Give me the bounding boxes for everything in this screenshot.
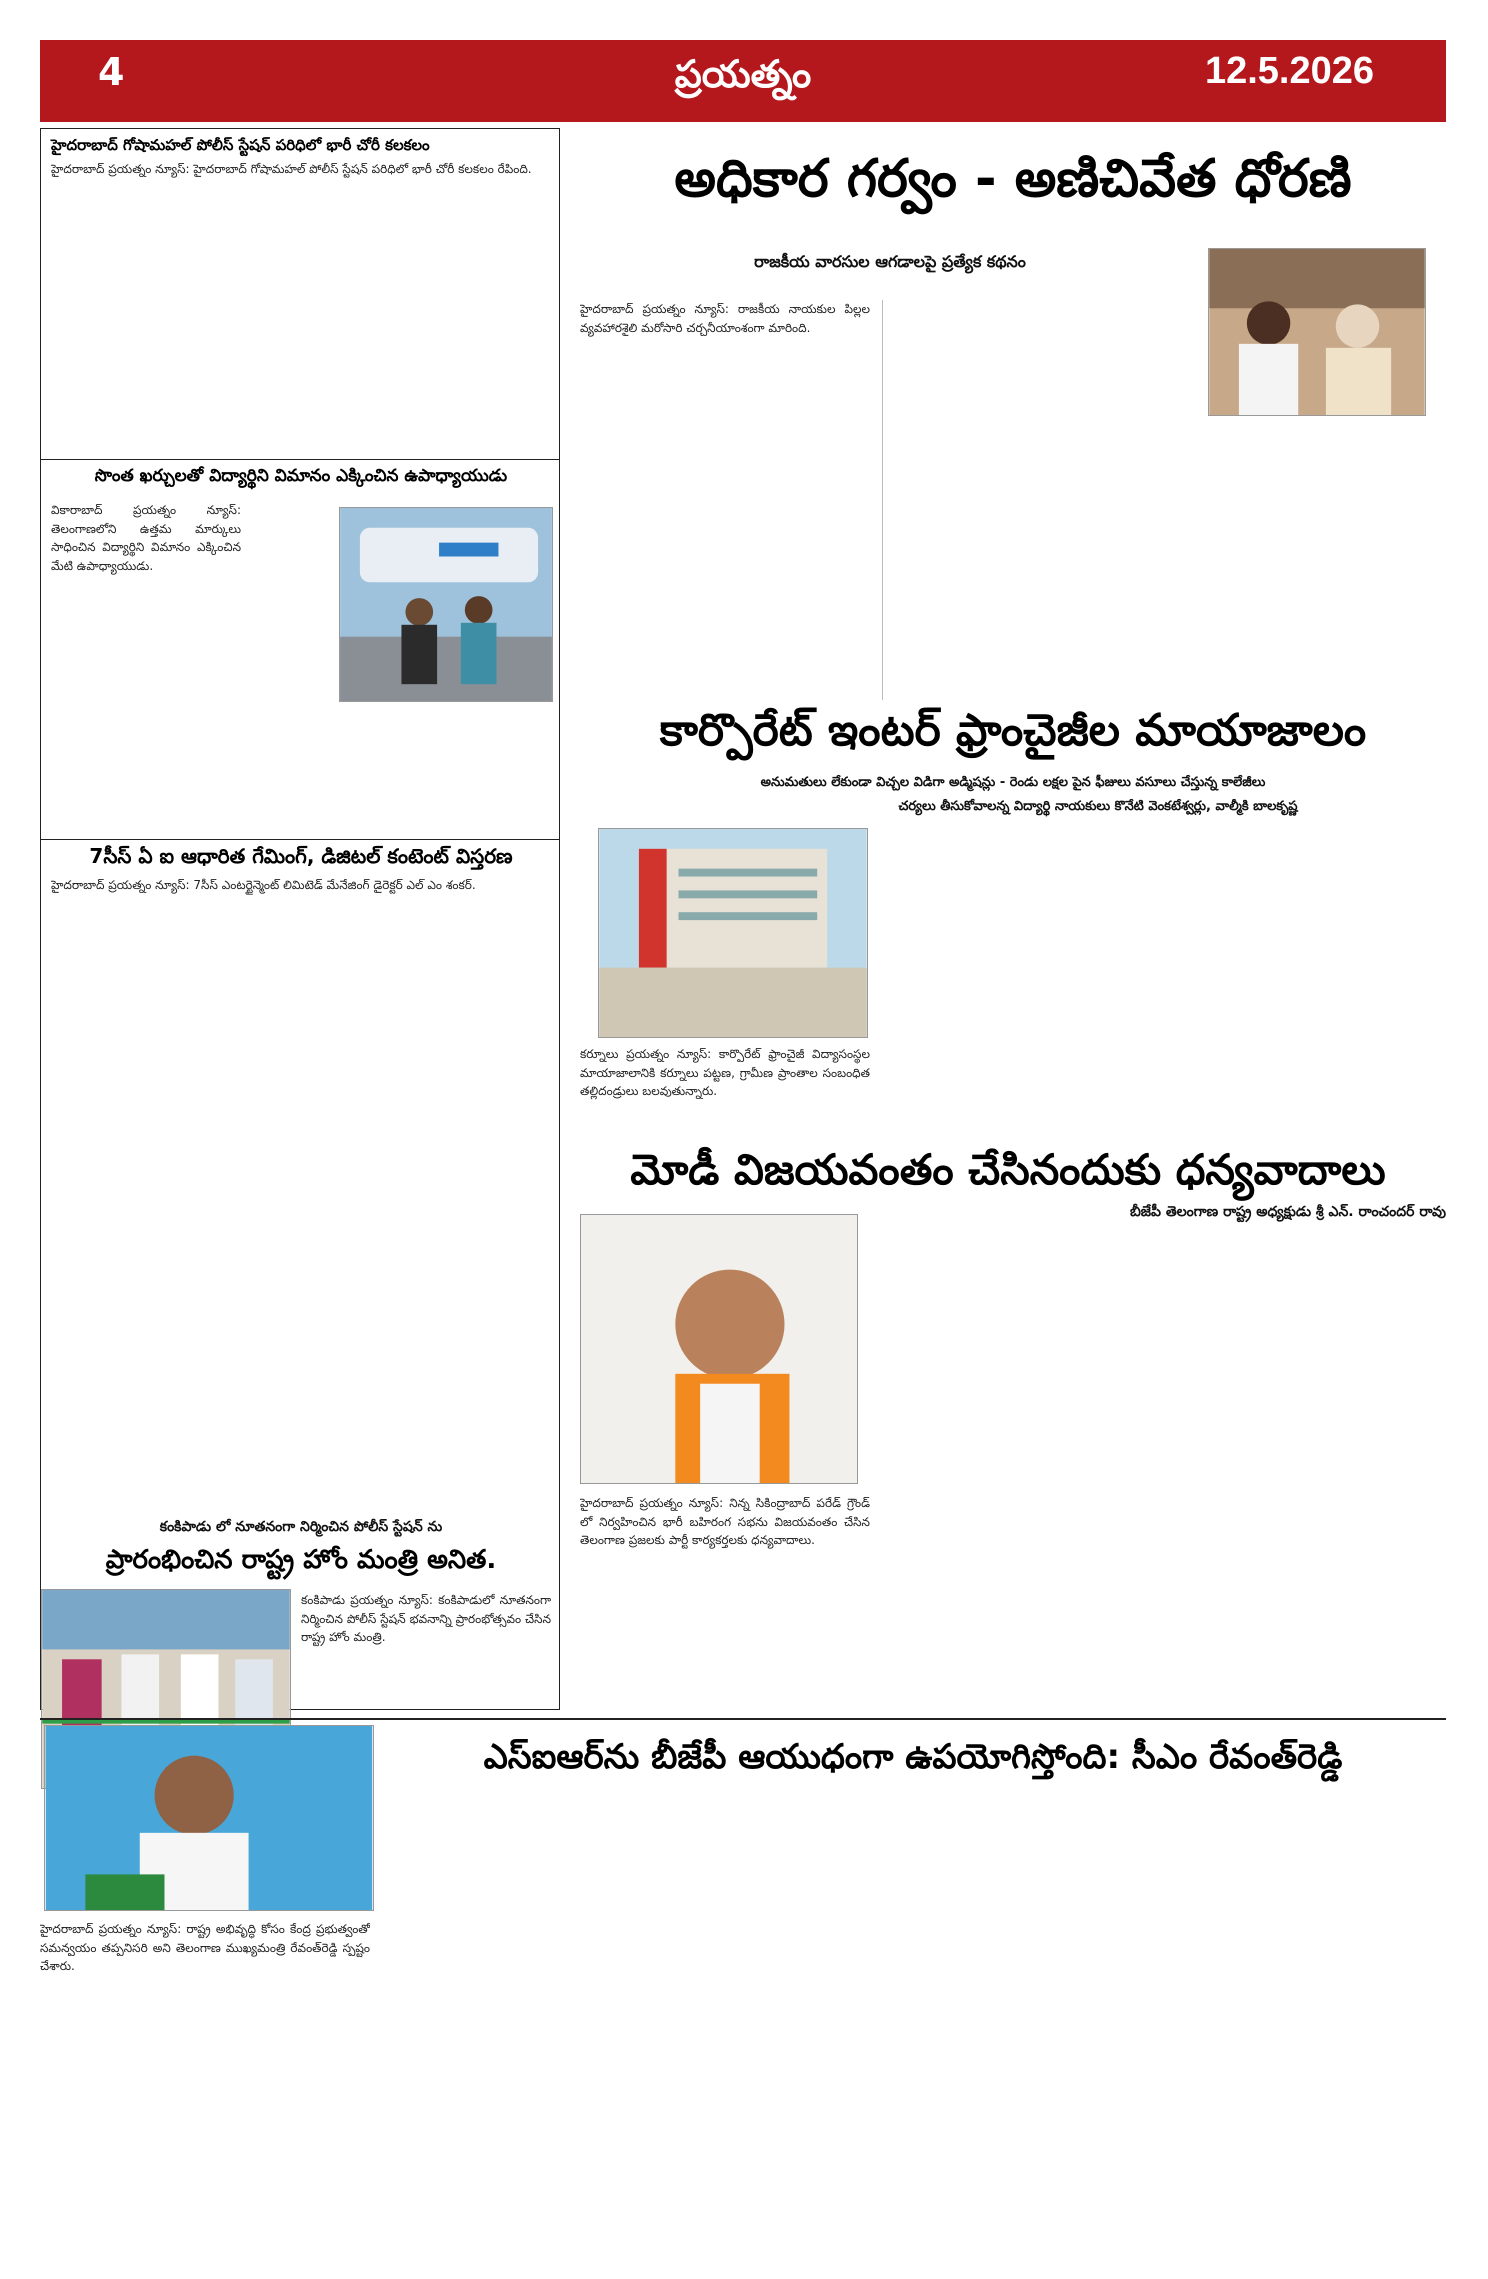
modi-body-col1: హైదరాబాద్ ప్రయత్నం న్యూస్: నిన్న సికింద్రాబాద్ పరేడ్ గ్రౌండ్ లో నిర్వహించిన భారీ బహిరంగ సభను విజయవంతం చేసిన తెలంగాణ ప్రజలకు పార్టీ కార్యకర్తలకు ధన్యవాదాలు. — [580, 1496, 870, 1548]
modi-byline: బీజేపీ తెలంగాణ రాష్ట్ర అధ్యక్షుడు శ్రీ ఎన్. రాంచందర్ రావు — [1129, 1204, 1446, 1221]
revanth-photo — [44, 1725, 374, 1911]
corporate-body-col3 — [1168, 830, 1438, 1160]
corporate-story — [580, 706, 1446, 817]
corporate-body-col2 — [878, 830, 1158, 1160]
section-divider — [40, 1718, 1446, 1720]
column-rule — [882, 300, 883, 700]
photo-speaker-icon — [45, 1726, 373, 1910]
modi-story — [570, 1146, 1446, 1223]
teacher-body: వికారాబాద్ ప్రయత్నం న్యూస్: తెలంగాణలోని ఉత్తమ మార్కులు సాధించిన విద్యార్థిని విమానం ఎక్కించిన మేటి ఉపాధ్యాయుడు. — [51, 503, 241, 573]
lead-subhead: రాజకీయ వారసుల ఆగడాలపై ప్రత్యేక కథనం — [754, 252, 1026, 271]
police-station-story — [51, 1519, 551, 1576]
theft-story — [51, 137, 551, 450]
theft-body: హైదరాబాద్ ప్రయత్నం న్యూస్: హైదరాబాద్ గోషామహల్ పోలీస్ స్టేషన్ పరిధిలో భారీ చోరీ కలకలం రేపింది. — [51, 162, 532, 177]
left-column — [40, 128, 560, 1710]
corporate-headline: కార్పొరేట్ ఇంటర్ ఫ్రాంచైజీల మాయాజాలం — [659, 705, 1367, 756]
revanth-body-col3 — [652, 1790, 912, 2265]
police-station-headline: ప్రారంభించిన రాష్ట్ర హోం మంత్రి అనిత. — [105, 1545, 497, 1575]
divider — [41, 839, 559, 840]
college-photo — [598, 828, 868, 1038]
police-station-kicker: కంకిపాడు లో నూతనంగా నిర్మించిన పోలీస్ స్టేషన్ ను — [159, 1519, 443, 1535]
photo-meeting-icon — [1209, 249, 1425, 415]
gaming-headline: 7సీస్ ఏ ఐ ఆధారిత గేమింగ్, డిజిటల్ కంటెంట్ విస్తరణ — [89, 844, 513, 868]
gaming-body: హైదరాబాద్ ప్రయత్నం న్యూస్: 7సీస్ ఎంటర్టైన్మెంట్ లిమిటెడ్ మేనేజింగ్ డైరెక్టర్ ఎల్ ఎం శంకర్. — [51, 878, 476, 892]
lead-body-col1: హైదరాబాద్ ప్రయత్నం న్యూస్: రాజకీయ నాయకుల పిల్లల వ్యవహారశైలి మరోసారి చర్చనీయాంశంగా మారింది. — [580, 302, 870, 335]
revanth-body-col4 — [924, 1790, 1174, 2265]
corporate-subhead-1: అనుమతులు లేకుండా విచ్చల విడిగా అడ్మిషన్లు - రెండు లక్షల పైన ఫీజులు వసూలు చేస్తున్న కాలేజీలు — [760, 774, 1266, 790]
photo-building-icon — [599, 829, 867, 1037]
modi-headline: మోడీ విజయవంతం చేసినందుకు ధన్యవాదాలు — [630, 1145, 1386, 1194]
gaming-story — [51, 845, 551, 1516]
page-number: 4 — [98, 50, 125, 94]
revanth-story — [380, 1738, 1446, 1777]
issue-date: 12.5.2026 — [1204, 50, 1374, 92]
revanth-body-col5 — [1186, 1790, 1440, 2265]
theft-headline: హైదరాబాద్ గోషామహల్ పోలీస్ స్టేషన్ పరిధిలో భారీ చోరీ కలకలం — [51, 136, 430, 154]
revanth-body-col1: హైదరాబాద్ ప్రయత్నం న్యూస్: రాష్ట్ర అభివృద్ధి కోసం కేంద్ర ప్రభుత్వంతో సమన్వయం తప్పనిసరి అని తెలంగాణ ముఖ్యమంత్రి రేవంత్‌రెడ్డి స్పష్టం చేశారు. — [40, 1922, 370, 1974]
lead-body-col3 — [1178, 425, 1438, 700]
photo-airplane-icon — [340, 508, 552, 701]
photo-leader-icon — [581, 1215, 857, 1483]
police-station-body: కంకిపాడు ప్రయత్నం న్యూస్: కంకిపాడులో నూతనంగా నిర్మించిన పోలీస్ స్టేషన్ భవనాన్ని ప్రారంభోత్సవం చేసిన రాష్ట్ర హోం మంత్రి. — [301, 1593, 551, 1645]
newspaper-name: ప్రయత్నం — [674, 52, 812, 96]
corporate-body-col1: కర్నూలు ప్రయత్నం న్యూస్: కార్పొరేట్ ఫ్రాంచైజీ విద్యాసంస్థల మాయాజాలానికి కర్నూలు పట్టణ, గ్రామీణ ప్రాంతాల సంబంధిత తల్లిదండ్రులు బలవుతున్నారు. — [580, 1047, 870, 1099]
teacher-headline: సొంత ఖర్చులతో విద్యార్థిని విమానం ఎక్కించిన ఉపాధ్యాయుడు — [94, 466, 508, 486]
teacher-student-photo — [339, 507, 553, 702]
revanth-headline: ఎస్ఐఆర్‌ను బీజేపీ ఆయుధంగా ఉపయోగిస్తోంది: సీఎం రేవంత్‌రెడ్డి — [483, 1737, 1343, 1777]
lead-headline: అధికార గర్వం - అణిచివేత ధోరణి — [674, 149, 1352, 209]
corporate-subhead-2: చర్యలు తీసుకోవాలన్న విద్యార్థి నాయకులు కొనేటి వెంకటేశ్వర్లు, వాల్మీకి బాలకృష్ణ — [898, 798, 1298, 814]
masthead — [40, 40, 1446, 122]
modi-body-col2 — [878, 1214, 1158, 1694]
lead-photo — [1208, 248, 1426, 416]
lead-body-col2 — [895, 300, 1165, 700]
lead-story — [580, 150, 1446, 210]
revanth-body-col2 — [380, 1790, 640, 2265]
teacher-story — [51, 467, 551, 487]
divider — [41, 459, 559, 460]
modi-body-col3 — [1168, 1214, 1438, 1694]
ramchander-rao-photo — [580, 1214, 858, 1484]
lead-subhead-wrap — [580, 252, 1200, 275]
